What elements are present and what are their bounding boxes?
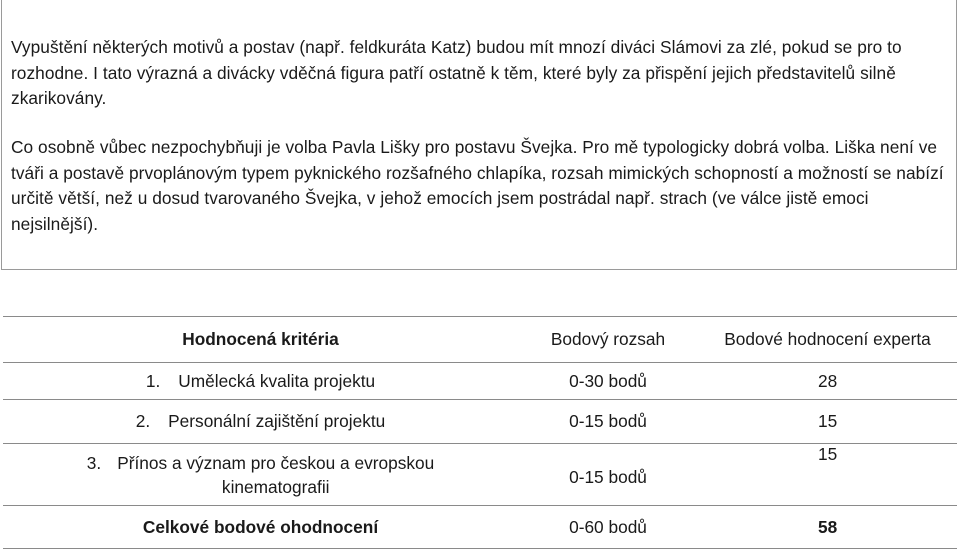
criterion-label: Personální zajištění projektu <box>168 411 386 431</box>
criterion-number: 1. <box>145 370 161 391</box>
header-evaluation: Bodové hodnocení experta <box>698 317 957 363</box>
score-cell: 28 <box>698 363 957 400</box>
table-total-row <box>3 506 957 549</box>
table-row <box>3 400 957 444</box>
review-paragraph-1: Vypuštění některých motivů a postav (např. feldkuráta Katz) budou mít mnozí diváci Slámovi za zlé, pokud se pro to rozhodne. I tato výrazná a divácky vděčná figura patří ostatně k těm, které byly za přispění jejich představitelů silně zkarikovány. <box>11 37 902 108</box>
criterion-cell <box>3 363 518 400</box>
total-label: Celkové bodové ohodnocení <box>3 506 518 549</box>
total-range: 0-60 bodů <box>518 506 698 549</box>
criterion-cell <box>3 400 518 444</box>
criterion-label-line-1: Přínos a význam pro českou a evropskou <box>117 452 435 473</box>
table-row <box>3 444 957 506</box>
table-header-row <box>3 317 957 363</box>
review-paragraph-2: Co osobně vůbec nezpochybňuji je volba Pavla Lišky pro postavu Švejka. Pro mě typologicky dobrá volba. Liška není ve tváři a postavě prvoplánovým typem pyknického rozšafného chlapíka, rozsah mimických schopností a možností se nabízí určitě větší, než u dosud tvarovaného Švejka, v jehož emocích jsem postrádal např. strach (ve válce jistě emoci nejsilnější). <box>11 137 944 234</box>
review-text-box <box>1 0 957 270</box>
header-range: Bodový rozsah <box>518 317 698 363</box>
criterion-cell <box>3 444 518 506</box>
criterion-number: 2. <box>135 411 151 431</box>
total-score: 58 <box>698 506 957 549</box>
header-criteria: Hodnocená kritéria <box>3 317 518 363</box>
score-cell: 15 <box>698 444 957 506</box>
range-cell: 0-30 bodů <box>518 363 698 400</box>
table-row <box>3 363 957 400</box>
criterion-label-line-2: kinematografii <box>221 476 330 497</box>
evaluation-table <box>3 316 957 549</box>
range-cell: 0-15 bodů <box>518 444 698 506</box>
criterion-number: 3. <box>86 452 102 473</box>
criterion-label: Umělecká kvalita projektu <box>178 370 376 391</box>
score-cell: 15 <box>698 400 957 444</box>
criterion-label-multiline <box>117 451 434 499</box>
range-cell: 0-15 bodů <box>518 400 698 444</box>
